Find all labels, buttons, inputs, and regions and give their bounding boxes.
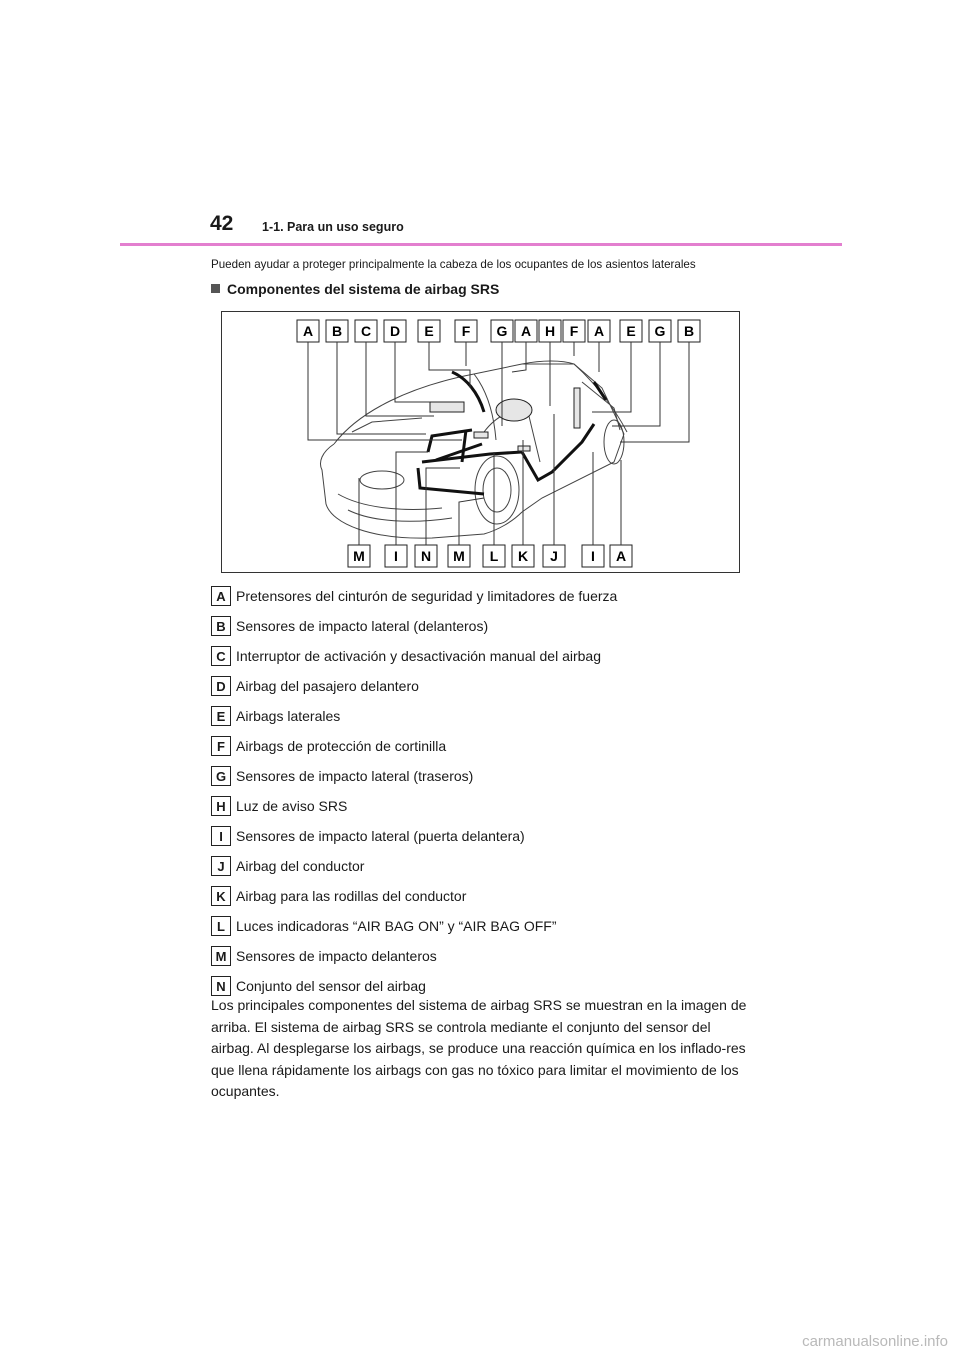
svg-text:C: C [360, 323, 372, 339]
legend-item [211, 941, 617, 971]
legend-item [211, 851, 617, 881]
legend-key: N [211, 976, 231, 996]
car-illustration [222, 312, 739, 572]
svg-text:B: B [331, 323, 343, 339]
legend-text: Sensores de impacto delanteros [236, 948, 437, 964]
control-unit [474, 432, 488, 438]
legend-text: Luz de aviso SRS [236, 798, 348, 814]
diagram-label-top-4 [384, 320, 406, 342]
svg-text:I: I [394, 548, 398, 564]
legend-key: L [211, 916, 231, 936]
legend-text: Sensores de impacto lateral (traseros) [236, 768, 474, 784]
svg-text:G: G [654, 323, 666, 339]
diagram-label-top-3 [355, 320, 377, 342]
diagram-label-top-11 [588, 320, 610, 342]
indicator-lights [518, 446, 530, 451]
svg-text:G: G [496, 323, 508, 339]
leader-lines [308, 342, 689, 545]
steering-wheel [496, 399, 532, 421]
diagram-label-top-12 [620, 320, 642, 342]
svg-text:L: L [489, 548, 499, 564]
diagram-label-bottom-6 [512, 545, 534, 567]
legend-key: E [211, 706, 231, 726]
diagram-label-bottom-5 [483, 545, 505, 567]
diagram-label-bottom-1 [348, 545, 370, 567]
diagram-label-bottom-8 [582, 545, 604, 567]
legend-item [211, 761, 617, 791]
b-pillar [574, 388, 580, 428]
diagram-label-top-2 [326, 320, 348, 342]
legend-text: Airbag del pasajero delantero [236, 678, 419, 694]
diagram-label-top-14 [678, 320, 700, 342]
diagram-label-bottom-7 [543, 545, 565, 567]
svg-text:B: B [683, 323, 695, 339]
header-rule [120, 243, 842, 246]
svg-text:E: E [626, 323, 636, 339]
legend-item [211, 911, 617, 941]
svg-text:A: A [302, 323, 314, 339]
legend-key: H [211, 796, 231, 816]
airbag-components [430, 388, 580, 451]
diagram-label-top-10 [563, 320, 585, 342]
svg-text:I: I [591, 548, 595, 564]
section-title: 1-1. Para un uso seguro [262, 220, 404, 234]
legend-text: Interruptor de activación y desactivación manual del airbag [236, 648, 601, 664]
svg-text:A: A [520, 323, 532, 339]
legend-text: Luces indicadoras “AIR BAG ON” y “AIR BAG OFF” [236, 918, 557, 934]
bullet-square-icon [211, 284, 220, 293]
svg-text:E: E [424, 323, 434, 339]
legend-text: Conjunto del sensor del airbag [236, 978, 426, 994]
diagram-label-bottom-2 [385, 545, 407, 567]
legend-key: G [211, 766, 231, 786]
body-paragraph: Los principales componentes del sistema de airbag SRS se muestran en la imagen de arriba. El sistema de airbag SRS se controla mediante el conjunto del sensor del airbag. Al desplegarse los airbags, se produce una reacción química en los inflado-res que llena rápidamente los airbags con gas no tóxico para limitar el movimiento de los ocupantes. [211, 997, 747, 1099]
legend-text: Pretensores del cinturón de seguridad y limitadores de fuerza [236, 588, 618, 604]
diagram-labels [297, 320, 700, 567]
diagram-label-top-6 [455, 320, 477, 342]
diagram-label-top-13 [649, 320, 671, 342]
diagram-label-top-8 [515, 320, 537, 342]
legend-item [211, 791, 617, 821]
legend-text: Airbag del conductor [236, 858, 365, 874]
svg-text:F: F [461, 323, 471, 339]
legend-item [211, 731, 617, 761]
svg-text:F: F [569, 323, 579, 339]
legend-key: C [211, 646, 231, 666]
diagram-label-top-5 [418, 320, 440, 342]
legend-item [211, 611, 617, 641]
legend-key: D [211, 676, 231, 696]
svg-text:K: K [517, 548, 529, 564]
legend-key: B [211, 616, 231, 636]
airbag-components-diagram [221, 311, 740, 573]
legend-text: Airbag para las rodillas del conductor [236, 888, 467, 904]
svg-text:H: H [544, 323, 556, 339]
subheading [211, 281, 499, 297]
passenger-airbag [430, 402, 464, 412]
svg-text:A: A [593, 323, 605, 339]
svg-text:A: A [615, 548, 627, 564]
legend-item [211, 581, 617, 611]
diagram-label-bottom-4 [448, 545, 470, 567]
legend-key: F [211, 736, 231, 756]
svg-text:M: M [453, 548, 465, 564]
legend-text: Airbags de protección de cortinilla [236, 738, 447, 754]
legend-list [211, 581, 617, 1001]
legend-item [211, 821, 617, 851]
page-number: 42 [210, 212, 234, 235]
diagram-label-top-1 [297, 320, 319, 342]
intro-text: Pueden ayudar a proteger principalmente la cabeza de los ocupantes de los asientos laterales [211, 258, 696, 271]
legend-key: A [211, 586, 231, 606]
watermark: carmanualsonline.info [802, 1333, 948, 1350]
legend-item [211, 881, 617, 911]
svg-text:M: M [353, 548, 365, 564]
legend-key: I [211, 826, 231, 846]
legend-item [211, 671, 617, 701]
svg-text:D: D [389, 323, 401, 339]
legend-key: M [211, 946, 231, 966]
svg-text:J: J [550, 548, 558, 564]
legend-item [211, 641, 617, 671]
diagram-label-top-7 [491, 320, 513, 342]
diagram-label-top-9 [539, 320, 561, 342]
legend-text: Airbags laterales [236, 708, 341, 724]
legend-item [211, 701, 617, 731]
legend-key: K [211, 886, 231, 906]
svg-text:N: N [420, 548, 432, 564]
legend-key: J [211, 856, 231, 876]
legend-text: Sensores de impacto lateral (delanteros) [236, 618, 489, 634]
legend-text: Sensores de impacto lateral (puerta delantera) [236, 828, 525, 844]
subheading-text: Componentes del sistema de airbag SRS [227, 281, 500, 297]
diagram-label-bottom-3 [415, 545, 437, 567]
diagram-label-bottom-9 [610, 545, 632, 567]
